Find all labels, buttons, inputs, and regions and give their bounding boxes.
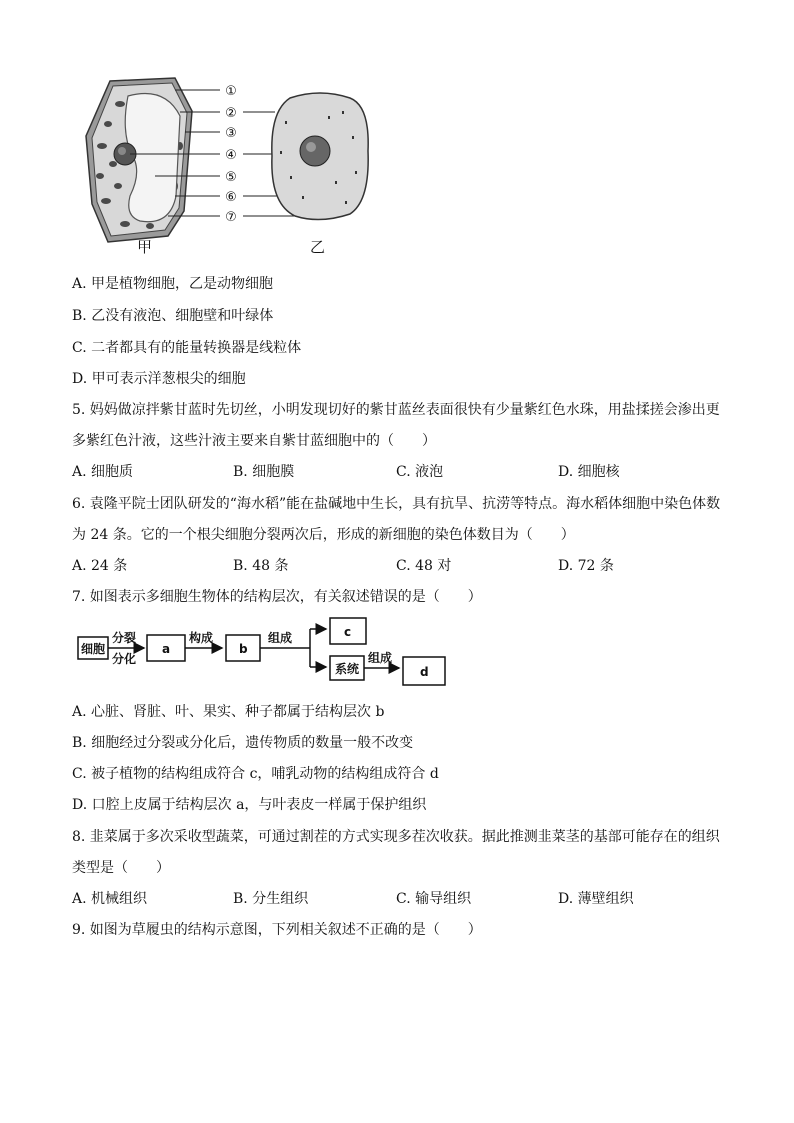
q6-option-b: B. 48 条 (233, 558, 289, 574)
q8-option-d: D. 薄壁组织 (558, 891, 634, 907)
q4-option-a: A. 甲是植物细胞，乙是动物细胞 (72, 276, 274, 292)
q5-option-d: D. 细胞核 (558, 464, 620, 480)
q6-option-a: A. 24 条 (72, 558, 128, 574)
box-b-label: b (239, 642, 248, 656)
q6-option-d: D. 72 条 (558, 558, 614, 574)
q5-stem-line1: 5. 妈妈做凉拌紫甘蓝时先切丝，小明发现切好的紫甘蓝丝表面很快有少量紫红色水珠，用盐揉搓会渗出更 (72, 402, 720, 418)
caption-jia: 甲 (137, 238, 153, 256)
q7-option-c: C. 被子植物的结构组成符合 c，哺乳动物的结构组成符合 d (72, 766, 439, 782)
box-a-label: a (162, 642, 171, 656)
box-c-label: c (344, 625, 352, 639)
label-3: ③ (225, 126, 237, 141)
q7-stem: 7. 如图表示多细胞生物体的结构层次，有关叙述错误的是（ ） (72, 589, 482, 605)
q5-option-c: C. 液泡 (396, 464, 444, 480)
q7-option-a: A. 心脏、肾脏、叶、果实、种子都属于结构层次 b (72, 704, 385, 720)
q5-option-b: B. 细胞膜 (233, 464, 295, 480)
caption-yi: 乙 (310, 238, 326, 256)
label-1: ① (225, 84, 237, 99)
label-7: ⑦ (225, 210, 237, 225)
q4-option-c: C. 二者都具有的能量转换器是线粒体 (72, 340, 302, 356)
q8-stem-line2: 类型是（ ） (72, 860, 170, 876)
label-5: ⑤ (225, 170, 237, 185)
box-cell-label: 细胞 (81, 642, 106, 656)
label-2: ② (225, 106, 237, 121)
label-6: ⑥ (225, 190, 237, 205)
q4-option-b: B. 乙没有液泡、细胞壁和叶绿体 (72, 308, 274, 324)
box-d-label: d (420, 665, 429, 679)
arrow1-top-label: 分裂 (112, 631, 137, 645)
q8-option-b: B. 分生组织 (233, 891, 309, 907)
box-system-label: 系统 (335, 662, 360, 676)
q5-option-a: A. 细胞质 (72, 464, 134, 480)
q8-stem-line1: 8. 韭菜属于多次采收型蔬菜，可通过割茬的方式实现多茬次收获。据此推测韭菜茎的基部可能存在的组织 (72, 829, 720, 845)
q7-option-d: D. 口腔上皮属于结构层次 a，与叶表皮一样属于保护组织 (72, 797, 427, 813)
arrow3-label: 组成 (268, 631, 293, 645)
q9-stem: 9. 如图为草履虫的结构示意图，下列相关叙述不正确的是（ ） (72, 922, 482, 938)
label-4: ④ (225, 148, 237, 163)
q8-option-a: A. 机械组织 (72, 891, 148, 907)
q6-stem-line2: 为 24 条。它的一个根尖细胞分裂两次后，形成的新细胞的染色体数目为（ ） (72, 527, 575, 543)
arrow4-label: 组成 (368, 651, 393, 665)
q8-option-c: C. 输导组织 (396, 891, 472, 907)
q4-option-d: D. 甲可表示洋葱根尖的细胞 (72, 371, 246, 387)
q6-stem-line1: 6. 袁隆平院士团队研发的“海水稻”能在盐碱地中生长，具有抗旱、抗涝等特点。海水稻体细胞中染色体数 (72, 496, 721, 512)
arrow1-bottom-label: 分化 (112, 652, 137, 666)
cell-diagram (80, 76, 380, 261)
arrow2-label: 构成 (189, 631, 214, 645)
animal-nucleus (300, 136, 330, 166)
hierarchy-flowchart (76, 615, 456, 690)
q5-stem-line2: 多紫红色汁液，这些汁液主要来自紫甘蓝细胞中的（ ） (72, 433, 436, 449)
q6-option-c: C. 48 对 (396, 558, 452, 574)
q7-option-b: B. 细胞经过分裂或分化后，遗传物质的数量一般不改变 (72, 735, 414, 751)
